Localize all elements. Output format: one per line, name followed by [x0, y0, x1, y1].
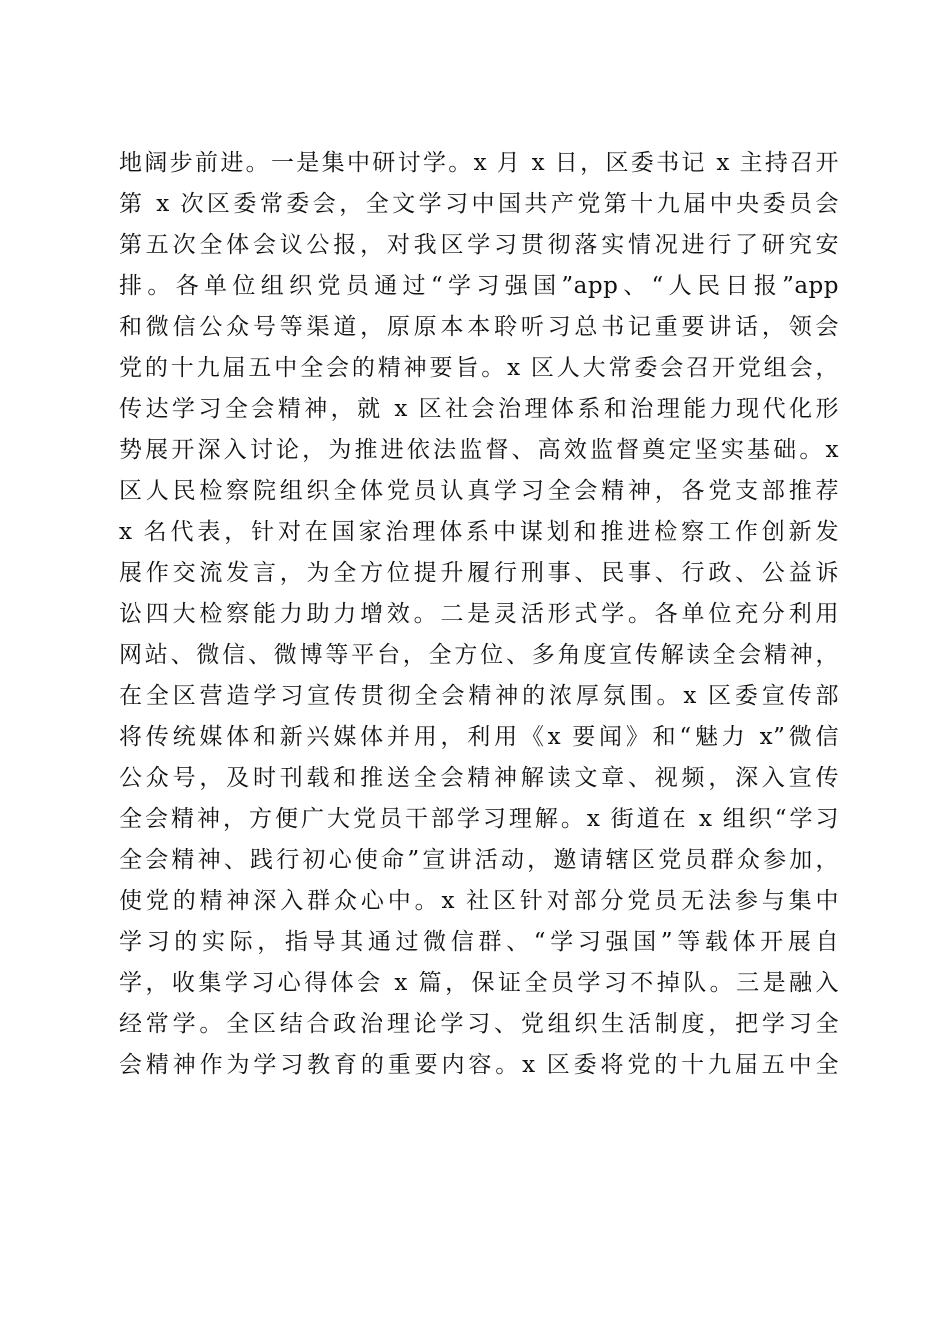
text-line: 学，收集学习心得体会 x 篇，保证全员学习不掉队。三是融入: [119, 970, 839, 996]
text-line: 传达学习全会精神，就 x 区社会治理体系和治理能力现代化形: [119, 396, 839, 422]
text-line: 学习的实际，指导其通过微信群、“学习强国”等载体开展自: [119, 929, 839, 955]
text-line: 会精神作为学习教育的重要内容。x 区委将党的十九届五中全: [119, 1052, 839, 1078]
text-line: 党的十九届五中全会的精神要旨。x 区人大常委会召开党组会，: [119, 355, 839, 381]
text-line: 全会精神、践行初心使命”宣讲活动，邀请辖区党员群众参加，: [119, 847, 839, 873]
text-line: 经常学。全区结合政治理论学习、党组织生活制度，把学习全: [119, 1011, 839, 1037]
text-line: 网站、微信、微博等平台，全方位、多角度宣传解读全会精神，: [119, 642, 839, 668]
text-line: 展作交流发言，为全方位提升履行刑事、民事、行政、公益诉: [119, 560, 839, 586]
text-line: 排。各单位组织党员通过“学习强国”app、“人民日报”app: [119, 273, 839, 299]
text-line: 第五次全体会议公报，对我区学习贯彻落实情况进行了研究安: [119, 232, 839, 258]
text-line: 势展开深入讨论，为推进依法监督、高效监督奠定坚实基础。x: [119, 437, 839, 463]
text-line: 区人民检察院组织全体党员认真学习全会精神，各党支部推荐: [119, 478, 839, 504]
text-line: 第 x 次区委常委会，全文学习中国共产党第十九届中央委员会: [119, 191, 839, 217]
text-line: 公众号，及时刊载和推送全会精神解读文章、视频，深入宣传: [119, 765, 839, 791]
text-line: 将传统媒体和新兴媒体并用，利用《x 要闻》和“魅力 x”微信: [119, 724, 839, 750]
text-line: 地阔步前进。一是集中研讨学。x 月 x 日，区委书记 x 主持召开: [119, 150, 839, 176]
text-line: 在全区营造学习宣传贯彻全会精神的浓厚氛围。x 区委宣传部: [119, 683, 839, 709]
body-text: [119, 143, 839, 1086]
text-line: 讼四大检察能力助力增效。二是灵活形式学。各单位充分利用: [119, 601, 839, 627]
text-line: x 名代表，针对在国家治理体系中谋划和推进检察工作创新发: [119, 519, 839, 545]
text-line: 和微信公众号等渠道，原原本本聆听习总书记重要讲话，领会: [119, 314, 839, 340]
text-line: 使党的精神深入群众心中。x 社区针对部分党员无法参与集中: [119, 888, 839, 914]
text-line: 全会精神，方便广大党员干部学习理解。x 街道在 x 组织“学习: [119, 806, 839, 832]
